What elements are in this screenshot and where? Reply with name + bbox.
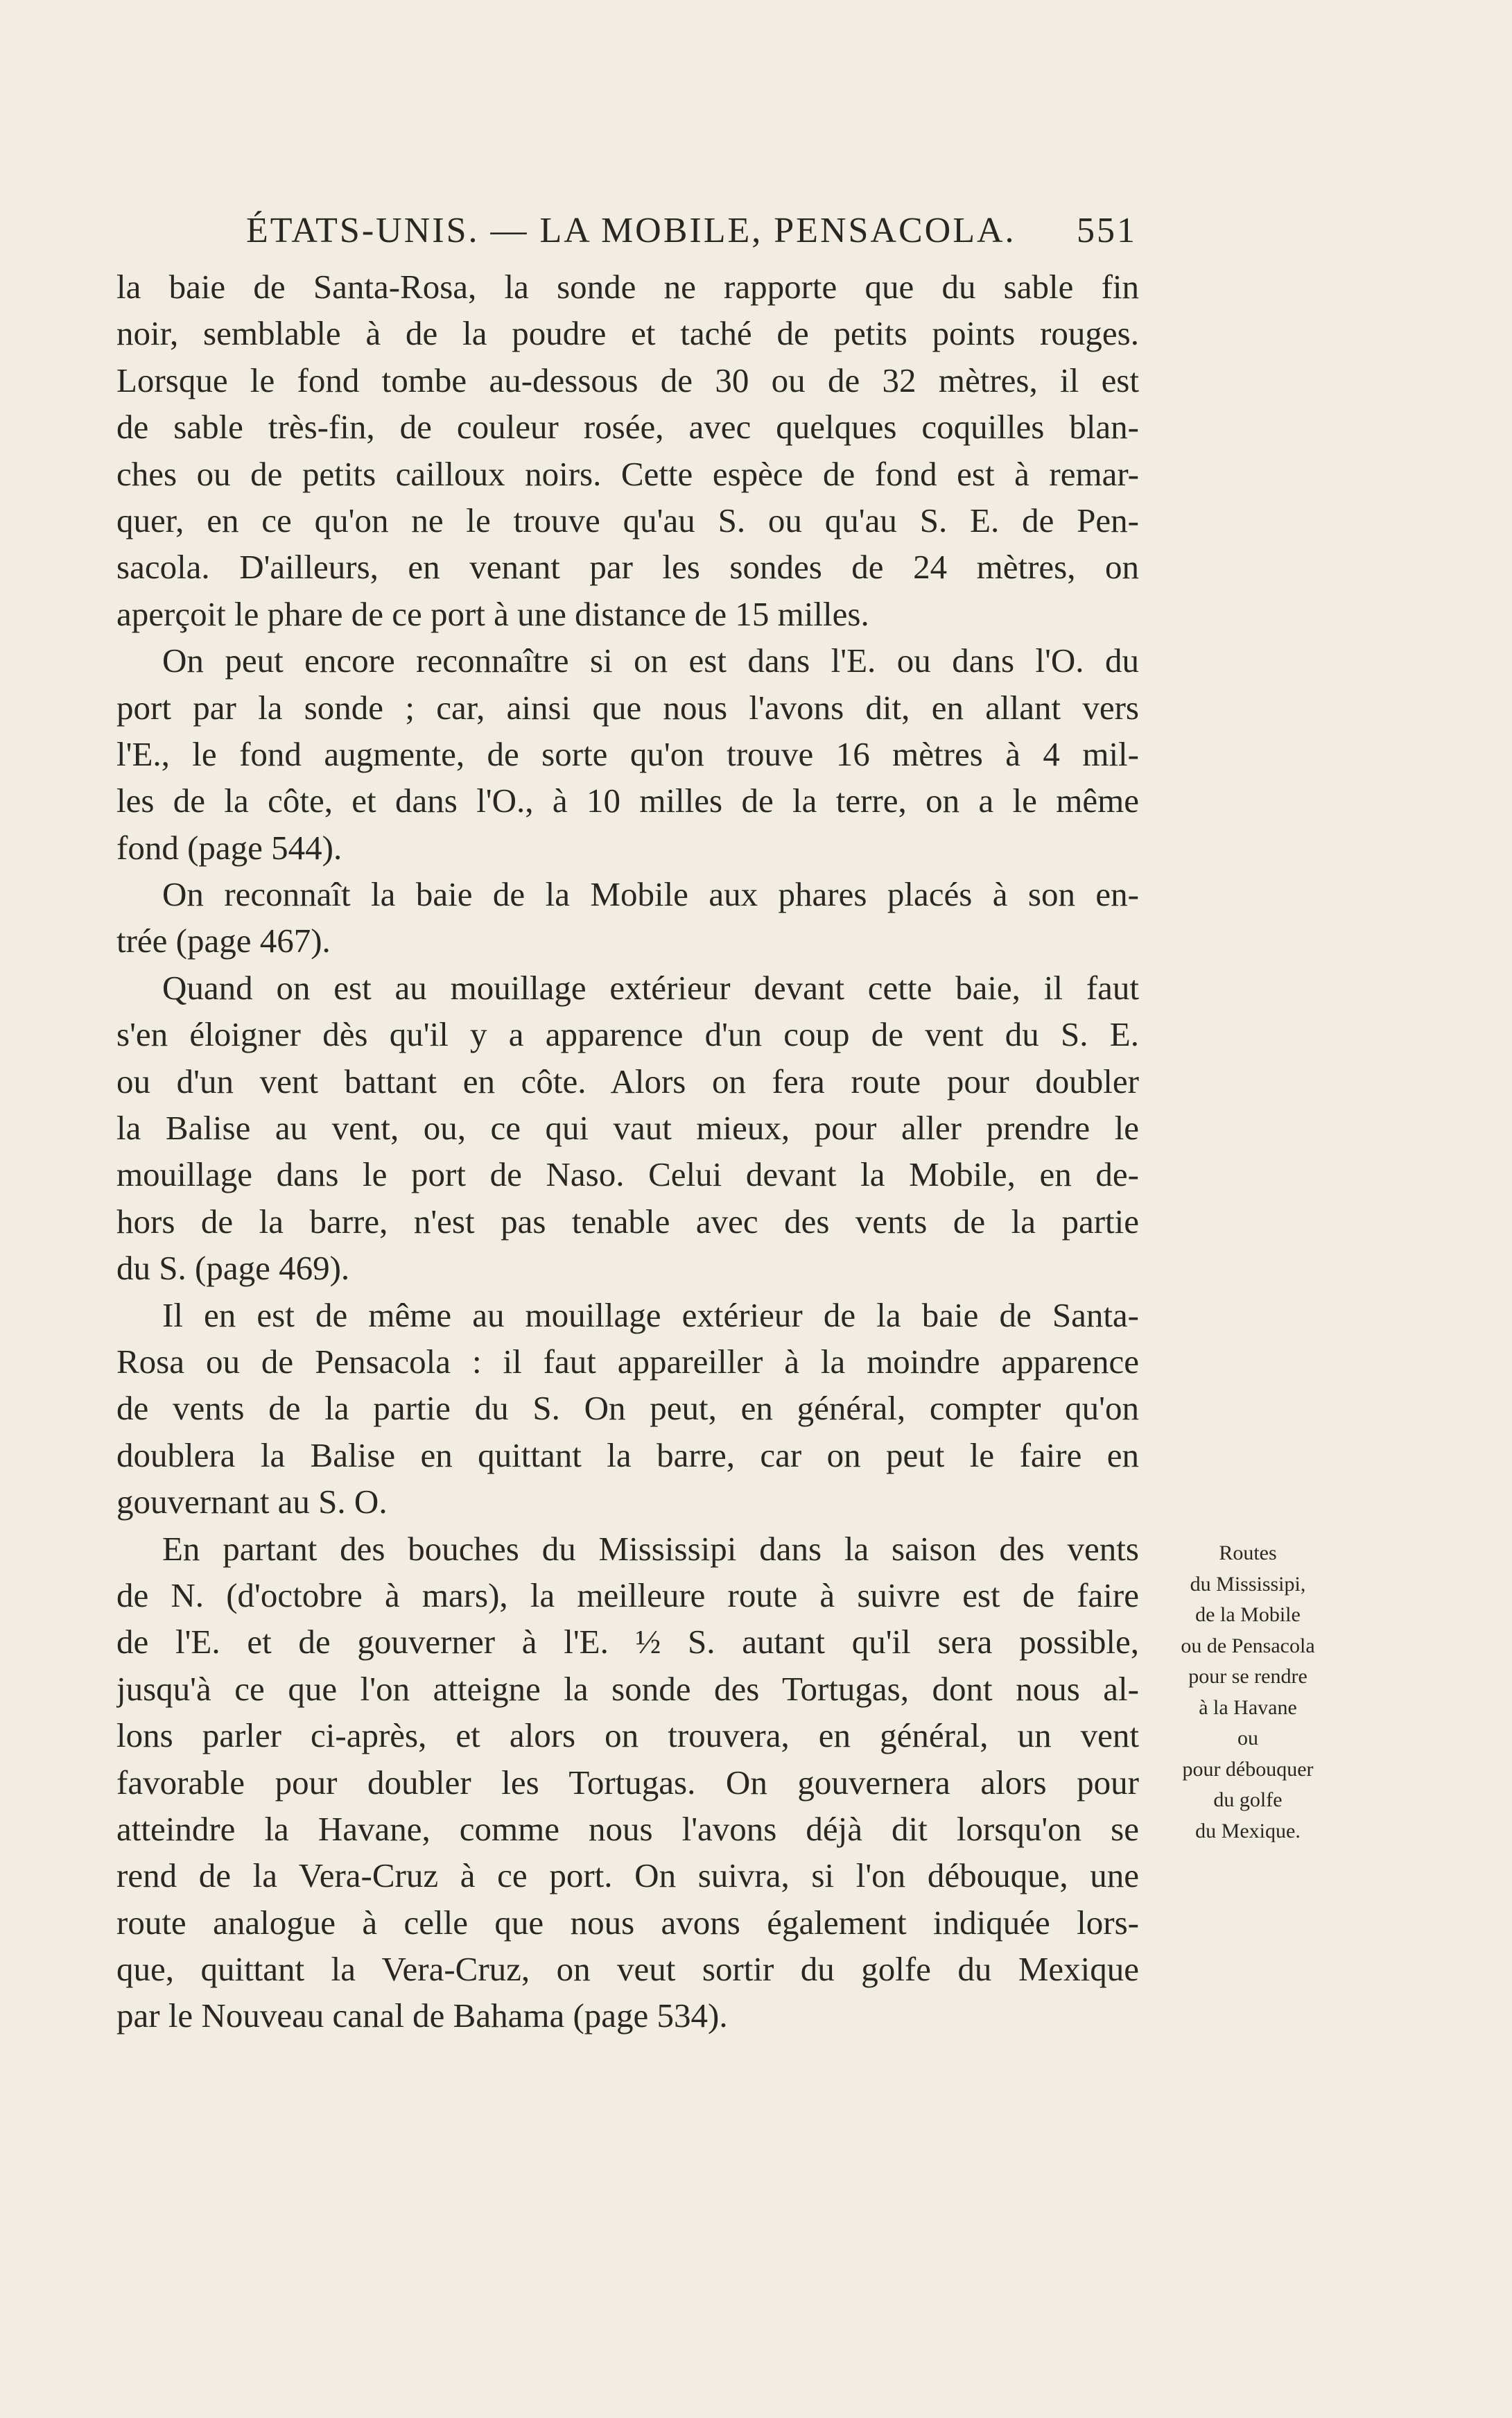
body-text xyxy=(116,264,1139,2039)
text-line: aperçoit le phare de ce port à une distance de 15 milles. xyxy=(116,594,869,633)
text-line: lons parler ci-après, et alors on trouvera, en général, un vent xyxy=(116,1716,1139,1755)
text-line: l'E., le fond augmente, de sorte qu'on trouve 16 mètres à 4 mil- xyxy=(116,734,1139,773)
margin-note-line: du Mississipi, xyxy=(1190,1572,1306,1596)
margin-note-line: à la Havane xyxy=(1199,1695,1297,1719)
text-line: les de la côte, et dans l'O., à 10 milles de la terre, on a le même xyxy=(116,781,1139,820)
text-line: ches ou de petits cailloux noirs. Cette espèce de fond est à remar- xyxy=(116,454,1139,493)
text-line: On peut encore reconnaître si on est dans l'E. ou dans l'O. du xyxy=(162,641,1139,680)
text-line: de sable très-fin, de couleur rosée, avec quelques coquilles blan- xyxy=(116,408,1139,447)
text-line: En partant des bouches du Mississipi dans la saison des vents xyxy=(162,1529,1139,1568)
text-line: route analogue à celle que nous avons également indiquée lors- xyxy=(116,1903,1139,1942)
text-line: gouvernant au S. O. xyxy=(116,1483,388,1521)
text-line: rend de la Vera-Cruz à ce port. On suivra, si l'on débouque, une xyxy=(116,1856,1139,1895)
margin-note-line: ou xyxy=(1237,1727,1258,1750)
text-line: la baie de Santa-Rosa, la sonde ne rapporte que du sable fin xyxy=(116,268,1139,306)
text-line: de N. (d'octobre à mars), la meilleure route à suivre est de faire xyxy=(116,1575,1139,1614)
text-line: trée (page 467). xyxy=(116,922,331,960)
text-line: mouillage dans le port de Naso. Celui devant la Mobile, en de- xyxy=(116,1155,1139,1194)
margin-note-line: du Mexique. xyxy=(1195,1819,1301,1842)
margin-note-line: Routes xyxy=(1219,1542,1277,1564)
text-line: de vents de la partie du S. On peut, en général, compter qu'on xyxy=(116,1389,1139,1428)
text-line: On reconnaît la baie de la Mobile aux phares placés à son en- xyxy=(162,875,1139,914)
text-line: s'en éloigner dès qu'il y a apparence d'un coup de vent du S. E. xyxy=(116,1015,1139,1054)
text-line: fond (page 544). xyxy=(116,828,342,867)
margin-note-line: pour débouquer xyxy=(1182,1757,1314,1781)
text-line: la Balise au vent, ou, ce qui vaut mieux, pour aller prendre le xyxy=(116,1109,1139,1148)
text-line: sacola. D'ailleurs, en venant par les sondes de 24 mètres, on xyxy=(116,548,1139,587)
running-head-title: ÉTATS-UNIS. — LA MOBILE, PENSACOLA. xyxy=(246,211,1016,250)
page-number: 551 xyxy=(1077,211,1137,250)
text-line: port par la sonde ; car, ainsi que nous l'avons dit, en allant vers xyxy=(116,688,1139,727)
text-line: Lorsque le fond tombe au-dessous de 30 ou de 32 mètres, il est xyxy=(116,361,1139,399)
margin-note-line: de la Mobile xyxy=(1195,1603,1301,1626)
text-line: du S. (page 469). xyxy=(116,1249,350,1288)
text-line: quer, en ce qu'on ne le trouve qu'au S. ou qu'au S. E. de Pen- xyxy=(116,501,1139,539)
margin-note xyxy=(1147,1538,1348,1847)
text-line: jusqu'à ce que l'on atteigne la sonde des Tortugas, dont nous al- xyxy=(116,1669,1139,1708)
text-line: Quand on est au mouillage extérieur devant cette baie, il faut xyxy=(162,968,1139,1007)
text-line: favorable pour doubler les Tortugas. On gouvernera alors pour xyxy=(116,1763,1139,1802)
margin-note-line: du golfe xyxy=(1213,1788,1283,1811)
margin-note-line: ou de Pensacola xyxy=(1181,1634,1315,1657)
text-line: par le Nouveau canal de Bahama (page 534). xyxy=(116,1996,728,2035)
text-line: de l'E. et de gouverner à l'E. ½ S. autant qu'il sera possible, xyxy=(116,1623,1139,1661)
text-line: noir, semblable à de la poudre et taché de petits points rouges. xyxy=(116,314,1139,353)
text-line: Il en est de même au mouillage extérieur de la baie de Santa- xyxy=(162,1295,1139,1334)
margin-note-line: pour se rendre xyxy=(1188,1665,1307,1688)
text-line: doublera la Balise en quittant la barre, car on peut le faire en xyxy=(116,1435,1139,1474)
text-line: hors de la barre, n'est pas tenable avec des vents de la partie xyxy=(116,1202,1139,1241)
text-line: Rosa ou de Pensacola : il faut appareiller à la moindre apparence xyxy=(116,1342,1139,1381)
running-head xyxy=(246,200,1137,262)
text-line: ou d'un vent battant en côte. Alors on fera route pour doubler xyxy=(116,1062,1139,1100)
text-line: que, quittant la Vera-Cruz, on veut sortir du golfe du Mexique xyxy=(116,1950,1139,1989)
text-line: atteindre la Havane, comme nous l'avons déjà dit lorsqu'on se xyxy=(116,1809,1139,1848)
